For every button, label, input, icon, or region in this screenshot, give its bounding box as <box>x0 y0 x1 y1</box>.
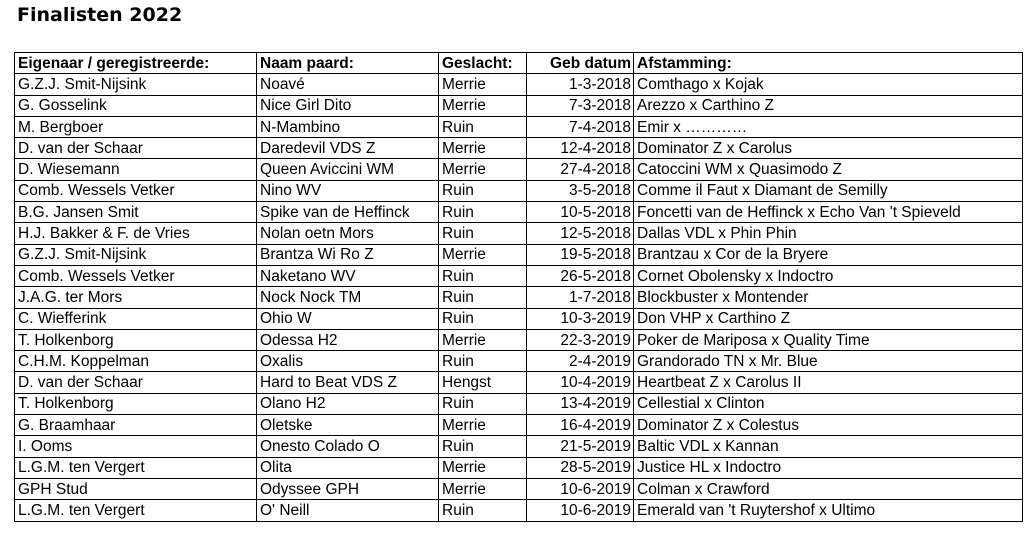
table-row <box>15 415 1023 436</box>
cell-birth-date: 1-7-2018 <box>527 287 634 308</box>
cell-horse-name: Nice Girl Dito <box>257 95 439 116</box>
cell-lineage: Comthago x Kojak <box>634 74 1023 95</box>
header-sex: Geslacht: <box>439 53 527 74</box>
cell-owner: M. Bergboer <box>15 116 257 137</box>
cell-horse-name: Nolan oetn Mors <box>257 223 439 244</box>
cell-sex: Hengst <box>439 372 527 393</box>
cell-lineage: Heartbeat Z x Carolus II <box>634 372 1023 393</box>
cell-owner: J.A.G. ter Mors <box>15 287 257 308</box>
cell-birth-date: 10-4-2019 <box>527 372 634 393</box>
cell-sex: Merrie <box>439 74 527 95</box>
cell-birth-date: 1-3-2018 <box>527 74 634 95</box>
header-owner: Eigenaar / geregistreerde: <box>15 53 257 74</box>
cell-lineage: Blockbuster x Montender <box>634 287 1023 308</box>
cell-birth-date: 22-3-2019 <box>527 329 634 350</box>
table-row <box>15 287 1023 308</box>
table-row <box>15 180 1023 201</box>
cell-owner: T. Holkenborg <box>15 393 257 414</box>
cell-lineage: Dominator Z x Carolus <box>634 138 1023 159</box>
cell-sex: Merrie <box>439 138 527 159</box>
cell-birth-date: 19-5-2018 <box>527 244 634 265</box>
cell-horse-name: O' Neill <box>257 500 439 521</box>
cell-horse-name: Ohio W <box>257 308 439 329</box>
cell-birth-date: 26-5-2018 <box>527 265 634 286</box>
cell-horse-name: Daredevil VDS Z <box>257 138 439 159</box>
cell-sex: Merrie <box>439 95 527 116</box>
cell-birth-date: 10-6-2019 <box>527 478 634 499</box>
table-row <box>15 500 1023 521</box>
cell-birth-date: 10-3-2019 <box>527 308 634 329</box>
cell-horse-name: Odessa H2 <box>257 329 439 350</box>
table-body <box>15 74 1023 521</box>
cell-lineage: Arezzo x Carthino Z <box>634 95 1023 116</box>
cell-owner: L.G.M. ten Vergert <box>15 457 257 478</box>
cell-owner: L.G.M. ten Vergert <box>15 500 257 521</box>
cell-sex: Merrie <box>439 478 527 499</box>
cell-lineage: Foncetti van de Heffinck x Echo Van 't Spieveld <box>634 202 1023 223</box>
cell-lineage: Emir x ………… <box>634 116 1023 137</box>
cell-horse-name: Queen Aviccini WM <box>257 159 439 180</box>
cell-sex: Ruin <box>439 393 527 414</box>
cell-lineage: Justice HL x Indoctro <box>634 457 1023 478</box>
cell-horse-name: Odyssee GPH <box>257 478 439 499</box>
cell-horse-name: Nino WV <box>257 180 439 201</box>
cell-lineage: Cornet Obolensky x Indoctro <box>634 265 1023 286</box>
cell-lineage: Dallas VDL x Phin Phin <box>634 223 1023 244</box>
cell-birth-date: 28-5-2019 <box>527 457 634 478</box>
cell-sex: Ruin <box>439 180 527 201</box>
cell-birth-date: 12-4-2018 <box>527 138 634 159</box>
cell-birth-date: 10-6-2019 <box>527 500 634 521</box>
cell-horse-name: Olita <box>257 457 439 478</box>
cell-sex: Merrie <box>439 244 527 265</box>
cell-horse-name: Onesto Colado O <box>257 436 439 457</box>
table-header-row <box>15 53 1023 74</box>
table-row <box>15 223 1023 244</box>
header-lineage: Afstamming: <box>634 53 1023 74</box>
cell-owner: G.Z.J. Smit-Nijsink <box>15 244 257 265</box>
table-row <box>15 159 1023 180</box>
page-title: Finalisten 2022 <box>17 4 183 26</box>
cell-owner: G. Gosselink <box>15 95 257 116</box>
header-birth-date: Geb datum <box>527 53 634 74</box>
cell-horse-name: Spike van de Heffinck <box>257 202 439 223</box>
cell-lineage: Poker de Mariposa x Quality Time <box>634 329 1023 350</box>
table-row <box>15 457 1023 478</box>
cell-horse-name: Oletske <box>257 415 439 436</box>
cell-lineage: Cellestial x Clinton <box>634 393 1023 414</box>
table-row <box>15 308 1023 329</box>
cell-birth-date: 13-4-2019 <box>527 393 634 414</box>
cell-owner: G. Braamhaar <box>15 415 257 436</box>
cell-owner: I. Ooms <box>15 436 257 457</box>
cell-horse-name: Hard to Beat VDS Z <box>257 372 439 393</box>
header-horse-name: Naam paard: <box>257 53 439 74</box>
table-row <box>15 74 1023 95</box>
table-row <box>15 436 1023 457</box>
cell-lineage: Colman x Crawford <box>634 478 1023 499</box>
cell-horse-name: Noavé <box>257 74 439 95</box>
table-row <box>15 202 1023 223</box>
cell-birth-date: 7-4-2018 <box>527 116 634 137</box>
table-row <box>15 138 1023 159</box>
cell-sex: Merrie <box>439 457 527 478</box>
cell-lineage: Brantzau x Cor de la Bryere <box>634 244 1023 265</box>
cell-sex: Ruin <box>439 202 527 223</box>
cell-horse-name: Naketano WV <box>257 265 439 286</box>
cell-birth-date: 27-4-2018 <box>527 159 634 180</box>
cell-sex: Merrie <box>439 159 527 180</box>
cell-owner: GPH Stud <box>15 478 257 499</box>
cell-lineage: Baltic VDL x Kannan <box>634 436 1023 457</box>
cell-sex: Ruin <box>439 308 527 329</box>
cell-owner: D. van der Schaar <box>15 372 257 393</box>
cell-lineage: Grandorado TN x Mr. Blue <box>634 351 1023 372</box>
cell-lineage: Emerald van 't Ruytershof x Ultimo <box>634 500 1023 521</box>
cell-owner: H.J. Bakker & F. de Vries <box>15 223 257 244</box>
cell-owner: D. Wiesemann <box>15 159 257 180</box>
cell-lineage: Comme il Faut x Diamant de Semilly <box>634 180 1023 201</box>
cell-horse-name: Olano H2 <box>257 393 439 414</box>
cell-birth-date: 7-3-2018 <box>527 95 634 116</box>
table-row <box>15 478 1023 499</box>
cell-owner: D. van der Schaar <box>15 138 257 159</box>
cell-sex: Merrie <box>439 415 527 436</box>
finalists-table <box>14 52 1023 522</box>
cell-horse-name: Nock Nock TM <box>257 287 439 308</box>
cell-sex: Ruin <box>439 265 527 286</box>
table-row <box>15 116 1023 137</box>
cell-birth-date: 2-4-2019 <box>527 351 634 372</box>
cell-birth-date: 3-5-2018 <box>527 180 634 201</box>
cell-lineage: Don VHP x Carthino Z <box>634 308 1023 329</box>
table-row <box>15 329 1023 350</box>
cell-owner: Comb. Wessels Vetker <box>15 265 257 286</box>
cell-lineage: Dominator Z x Colestus <box>634 415 1023 436</box>
cell-sex: Ruin <box>439 116 527 137</box>
cell-birth-date: 21-5-2019 <box>527 436 634 457</box>
cell-sex: Ruin <box>439 436 527 457</box>
cell-sex: Ruin <box>439 287 527 308</box>
cell-sex: Ruin <box>439 500 527 521</box>
cell-owner: C. Wiefferink <box>15 308 257 329</box>
cell-horse-name: Brantza Wi Ro Z <box>257 244 439 265</box>
cell-horse-name: N-Mambino <box>257 116 439 137</box>
cell-birth-date: 10-5-2018 <box>527 202 634 223</box>
table-row <box>15 351 1023 372</box>
table-row <box>15 265 1023 286</box>
cell-owner: T. Holkenborg <box>15 329 257 350</box>
cell-owner: B.G. Jansen Smit <box>15 202 257 223</box>
table-row <box>15 372 1023 393</box>
cell-owner: C.H.M. Koppelman <box>15 351 257 372</box>
cell-owner: Comb. Wessels Vetker <box>15 180 257 201</box>
table-row <box>15 95 1023 116</box>
cell-birth-date: 12-5-2018 <box>527 223 634 244</box>
table-row <box>15 393 1023 414</box>
table-row <box>15 244 1023 265</box>
cell-sex: Merrie <box>439 329 527 350</box>
cell-birth-date: 16-4-2019 <box>527 415 634 436</box>
cell-lineage: Catoccini WM x Quasimodo Z <box>634 159 1023 180</box>
cell-owner: G.Z.J. Smit-Nijsink <box>15 74 257 95</box>
cell-sex: Ruin <box>439 223 527 244</box>
cell-horse-name: Oxalis <box>257 351 439 372</box>
cell-sex: Ruin <box>439 351 527 372</box>
